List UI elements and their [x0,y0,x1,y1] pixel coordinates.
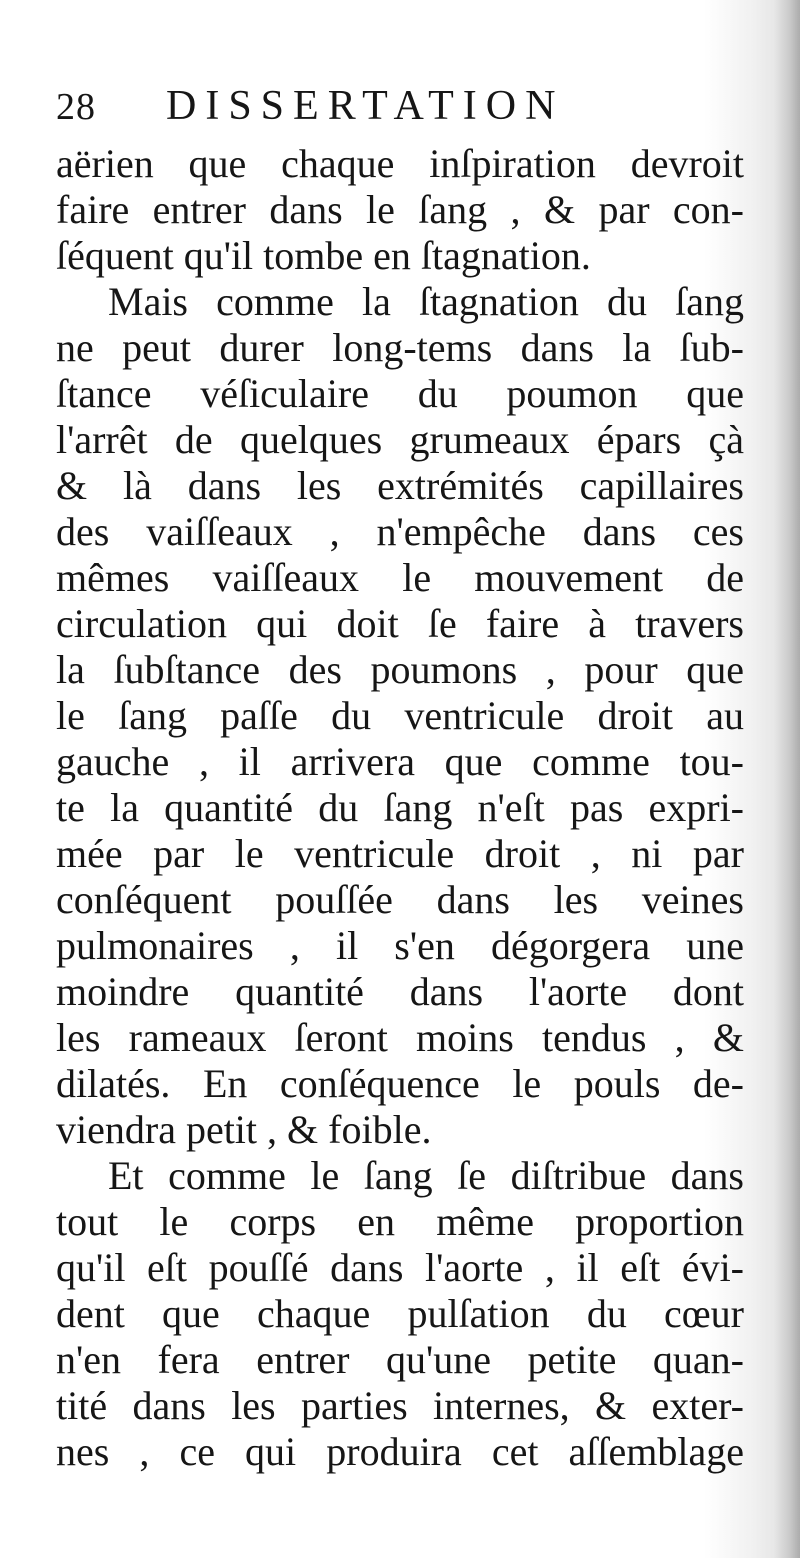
text-line: mée par le ventricule droit , ni par [56,831,744,876]
running-head [56,82,756,134]
text-line: des vaiſſeaux , n'empêche dans ces [56,509,744,554]
text-line: conſéquent pouſſée dans les veines [56,877,744,922]
text-line: gauche , il arrivera que comme tou- [56,739,744,784]
text-line: moindre quantité dans l'aorte dont [56,969,744,1014]
text-line: mêmes vaiſſeaux le mouvement de [56,555,744,600]
text-line: nes , ce qui produira cet aſſemblage [56,1429,744,1474]
running-title: DISSERTATION [166,83,565,129]
text-line: faire entrer dans le ſang , & par con- [56,187,744,232]
text-line: la ſubſtance des poumons , pour que [56,647,744,692]
text-line: le ſang paſſe du ventricule droit au [56,693,744,738]
paragraph-start-line: Mais comme la ſtagnation du ſang [108,279,744,324]
text-line: ſtance véſiculaire du poumon que [56,371,744,416]
text-line: & là dans les extrémités capillaires [56,463,744,508]
text-line: aërien que chaque inſpiration devroit [56,141,744,186]
text-line: dilatés. En conſéquence le pouls de- [56,1061,744,1106]
text-line: circulation qui doit ſe faire à travers [56,601,744,646]
text-line: tité dans les parties internes, & exter- [56,1383,744,1428]
text-line: l'arrêt de quelques grumeaux épars çà [56,417,744,462]
text-line: qu'il eſt pouſſé dans l'aorte , il eſt évi- [56,1245,744,1290]
text-line: te la quantité du ſang n'eſt pas expri- [56,785,744,830]
page-edge-shadow [774,0,800,1558]
text-line: les rameaux ſeront moins tendus , & [56,1015,744,1060]
body-text [56,141,744,1475]
text-line: tout le corps en même proportion [56,1199,744,1244]
text-line: dent que chaque pulſation du cœur [56,1291,744,1336]
text-line: viendra petit , & foible. [56,1107,432,1152]
text-line: ſéquent qu'il tombe en ſtagnation. [56,233,591,278]
text-line: pulmonaires , il s'en dégorgera une [56,923,744,968]
paragraph-start-line: Et comme le ſang ſe diſtribue dans [108,1153,744,1198]
page-number: 28 [56,86,96,128]
text-line: ne peut durer long-tems dans la ſub- [56,325,744,370]
text-line: n'en fera entrer qu'une petite quan- [56,1337,744,1382]
